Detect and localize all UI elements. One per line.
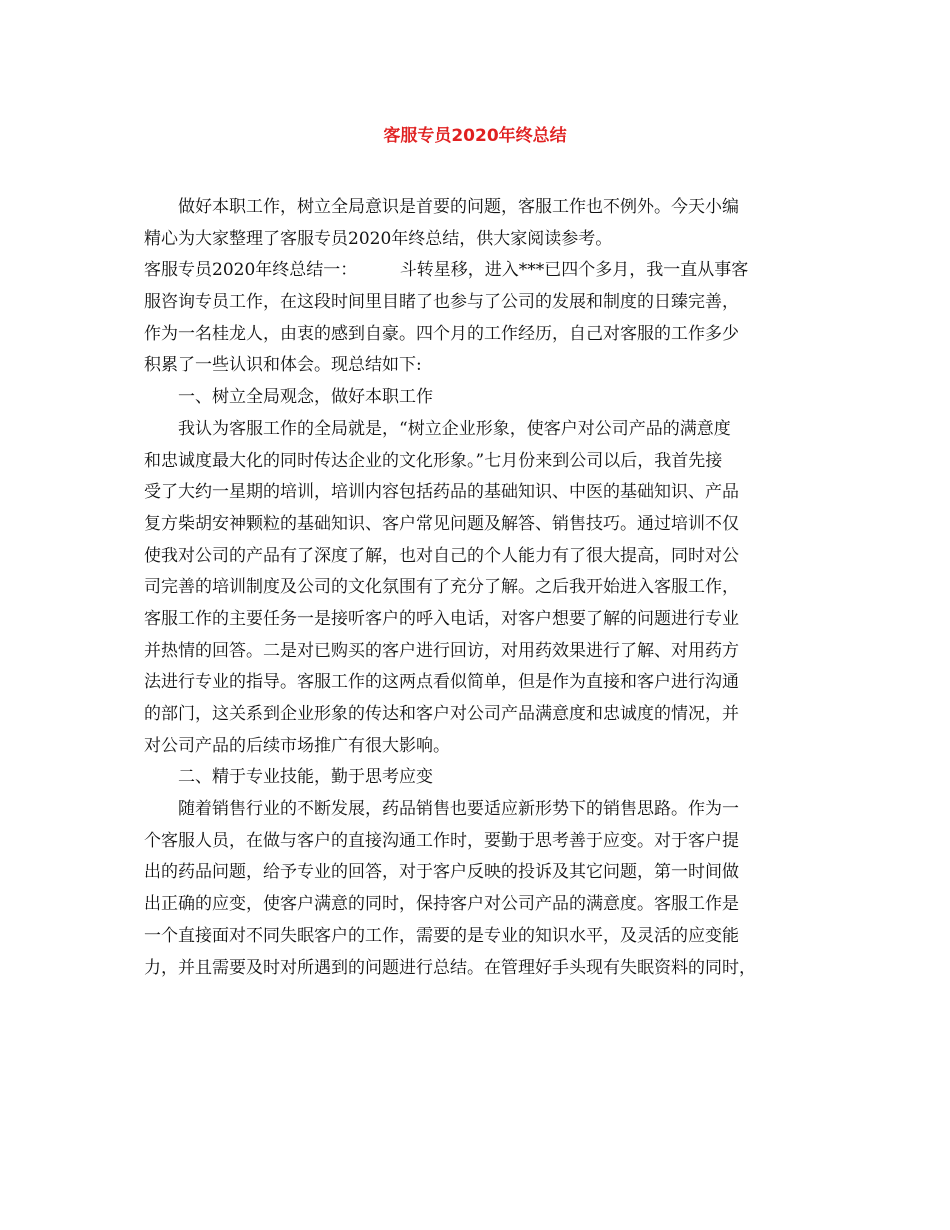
- text-line: 一个直接面对不同失眠客户的工作，需要的是专业的知识水平，及灵活的应变能: [144, 925, 739, 946]
- text-line: 力，并且需要及时对所遇到的问题进行总结。在管理好手头现有失眠资料的同时，: [144, 957, 756, 978]
- text-line: 一、树立全局观念，做好本职工作: [178, 387, 433, 408]
- document-title: 客服专员2020年终总结: [383, 126, 567, 146]
- text-line: 出正确的应变，使客户满意的同时，保持客户对公司产品的满意度。客服工作是: [144, 894, 739, 915]
- text-line: 个客服人员，在做与客户的直接沟通工作时，要勤于思考善于应变。对于客户提: [144, 830, 739, 851]
- text-line: 客服专员2020年终总结一： 斗转星移，进入***已四个多月，我一直从事客: [144, 260, 749, 281]
- text-line: 精心为大家整理了客服专员2020年终总结，供大家阅读参考。: [144, 228, 613, 249]
- text-line: 法进行专业的指导。客服工作的这两点看似简单，但是作为直接和客户进行沟通: [144, 672, 739, 693]
- text-line: 和忠诚度最大化的同时传达企业的文化形象。”七月份来到公司以后，我首先接: [144, 450, 723, 471]
- text-line: 受了大约一星期的培训，培训内容包括药品的基础知识、中医的基础知识、产品: [144, 482, 739, 503]
- text-line: 随着销售行业的不断发展，药品销售也要适应新形势下的销售思路。作为一: [178, 799, 739, 820]
- text-line: 我认为客服工作的全局就是，“树立企业形象，使客户对公司产品的满意度: [178, 418, 731, 439]
- text-line: 作为一名桂龙人，由衷的感到自豪。四个月的工作经历，自己对客服的工作多少: [144, 323, 739, 344]
- text-line: 二、精于专业技能，勤于思考应变: [178, 767, 433, 788]
- text-line: 服咨询专员工作，在这段时间里目睹了也参与了公司的发展和制度的日臻完善，: [144, 292, 739, 313]
- text-line: 客服工作的主要任务一是接听客户的呼入电话，对客户想要了解的问题进行专业: [144, 608, 739, 629]
- document-body: [144, 192, 806, 984]
- text-line: 对公司产品的后续市场推广有很大影响。: [144, 735, 450, 756]
- text-line: 复方柴胡安神颗粒的基础知识、客户常见问题及解答、销售技巧。通过培训不仅: [144, 513, 739, 534]
- text-line: 积累了一些认识和体会。现总结如下:: [144, 355, 422, 376]
- text-line: 出的药品问题，给予专业的回答，对于客户反映的投诉及其它问题，第一时间做: [144, 862, 739, 883]
- text-line: 的部门，这关系到企业形象的传达和客户对公司产品满意度和忠诚度的情况，并: [144, 704, 739, 724]
- text-line: 做好本职工作，树立全局意识是首要的问题，客服工作也不例外。今天小编: [178, 197, 739, 217]
- text-line: 使我对公司的产品有了深度了解，也对自己的个人能力有了很大提高，同时对公: [144, 545, 739, 566]
- text-line: 司完善的培训制度及公司的文化氛围有了充分了解。之后我开始进入客服工作，: [144, 577, 739, 598]
- text-line: 并热情的回答。二是对已购买的客户进行回访，对用药效果进行了解、对用药方: [144, 640, 739, 661]
